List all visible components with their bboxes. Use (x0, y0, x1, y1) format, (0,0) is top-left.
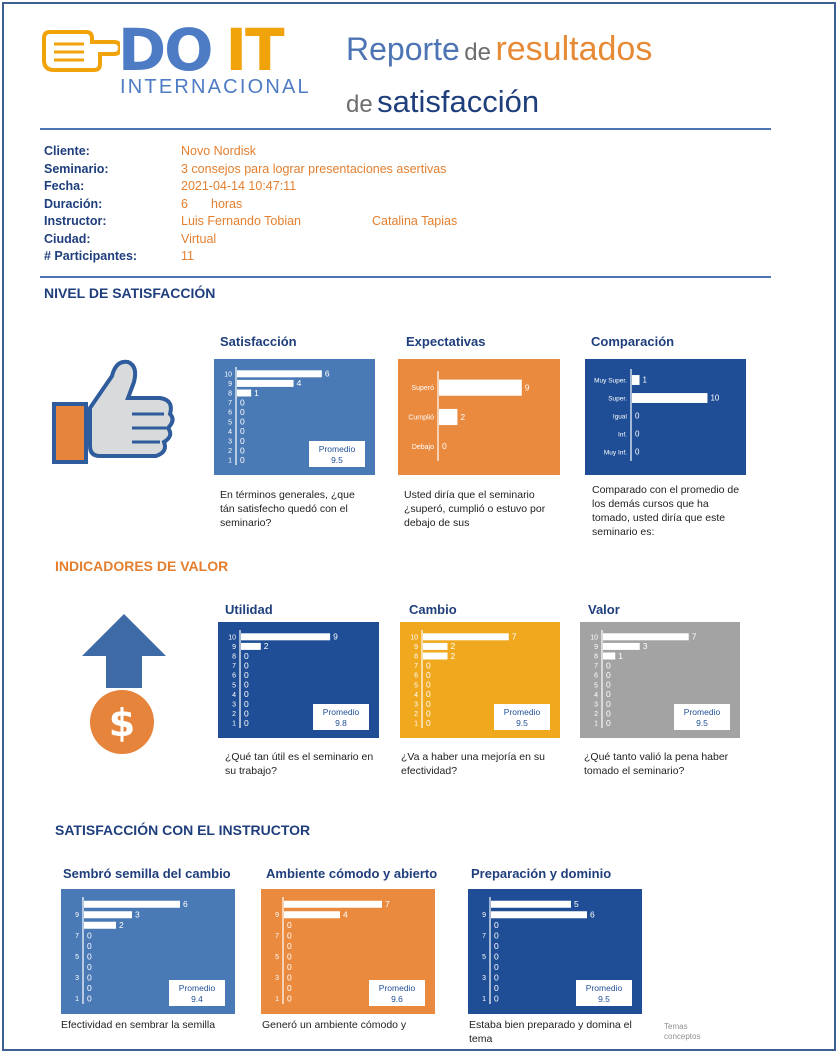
chart-svg-cambio (400, 622, 560, 738)
chart-valor (580, 622, 740, 738)
bar (491, 901, 571, 908)
tick-label: 2 (232, 711, 236, 719)
title-word-2: de (464, 39, 491, 66)
data-label: 2 (450, 641, 456, 652)
tick-label: Muy Inf. (603, 449, 627, 457)
data-label: 0 (244, 708, 249, 719)
tick-label: 7 (232, 663, 236, 671)
title-word-4: de (346, 91, 373, 118)
tick-label: Debajo (411, 443, 434, 451)
tick-label: 4 (594, 691, 598, 699)
chart-utilidad (218, 622, 379, 738)
chart-description-valor: ¿Qué tanto valió la pena haber tomado el seminario? (584, 751, 729, 777)
chart-title-ambiente: Ambiente cómodo y abierto (266, 866, 438, 881)
footnote-line: Temas (664, 1022, 688, 1031)
tick-label: 4 (228, 428, 232, 436)
data-label: 0 (606, 689, 611, 700)
tick-label: 4 (414, 691, 418, 699)
chart-svg-utilidad (218, 622, 379, 738)
info-label: # Participantes: (44, 249, 138, 263)
tick-label: 7 (75, 933, 79, 941)
data-label: 0 (426, 698, 431, 709)
data-label: 6 (590, 909, 595, 920)
section-title-instructor: SATISFACCIÓN CON EL INSTRUCTOR (55, 822, 311, 838)
title-word-3: resultados (495, 30, 653, 68)
chart-title-preparacion: Preparación y dominio (471, 866, 612, 881)
average-label: Promedio (178, 983, 216, 993)
tick-label: 1 (594, 720, 598, 728)
bar (603, 633, 689, 640)
chart-title-expectativas: Expectativas (406, 334, 486, 349)
data-label: 2 (460, 411, 466, 422)
data-label: 0 (244, 679, 249, 690)
data-label: 1 (254, 387, 259, 398)
chart-title-cambio: Cambio (409, 602, 457, 617)
data-label: 0 (494, 920, 499, 931)
data-label: 9 (524, 382, 530, 393)
tick-label: 5 (75, 954, 79, 962)
chart-semilla (61, 889, 235, 1014)
info-label: Fecha: (44, 179, 85, 193)
tick-label: 9 (594, 643, 598, 651)
tick-label: 10 (224, 371, 232, 379)
bar (423, 643, 448, 650)
tick-label: 9 (414, 643, 418, 651)
chart-svg-valor (580, 622, 740, 738)
tick-label: 6 (594, 672, 598, 680)
chart-cambio (400, 622, 560, 738)
company-logo (40, 16, 312, 102)
average-label: Promedio (378, 983, 416, 993)
info-label: Cliente: (44, 144, 90, 158)
data-label: 0 (244, 670, 249, 680)
data-label: 0 (240, 416, 245, 427)
tick-label: 6 (414, 672, 418, 680)
svg-text:$: $ (108, 701, 136, 745)
data-label: 0 (87, 983, 92, 994)
data-label: 0 (87, 930, 92, 941)
chart-svg-expectativas (398, 359, 560, 475)
bar (237, 370, 322, 377)
footnote-fragment (664, 1022, 700, 1042)
tick-label: 8 (594, 653, 598, 661)
bar (237, 390, 251, 397)
data-label: 2 (119, 920, 124, 931)
pointing-hand-icon (40, 24, 120, 74)
info-value: Luis Fernando Tobian (181, 214, 301, 228)
bar (241, 643, 261, 650)
data-label: 0 (240, 397, 245, 408)
logo-subtitle: INTERNACIONAL (120, 76, 311, 98)
data-label: 1 (618, 650, 623, 661)
average-label: Promedio (683, 707, 721, 717)
bar (439, 380, 522, 396)
report-title (346, 26, 766, 131)
data-label: 0 (426, 679, 431, 690)
average-value: 9.5 (598, 994, 610, 1004)
bar (603, 643, 640, 650)
bar (84, 901, 180, 908)
data-label: 0 (244, 650, 249, 661)
data-label: 0 (426, 689, 431, 700)
info-value: 3 consejos para lograr presentaciones asertivas (181, 161, 447, 176)
data-label: 0 (244, 689, 249, 700)
data-label: 0 (494, 941, 499, 952)
logo-word-do: DO (118, 16, 212, 84)
info-label: Ciudad: (44, 231, 91, 246)
bar (237, 380, 294, 387)
data-label: 6 (324, 368, 330, 379)
bar (84, 911, 132, 918)
tick-label: Igual (612, 413, 627, 421)
tick-label: Super. (608, 395, 627, 403)
bar (284, 901, 382, 908)
info-value: 6 (181, 196, 188, 211)
chart-description-preparacion: Estaba bien preparado y domina el tema (469, 1019, 632, 1045)
data-label: 3 (642, 641, 648, 652)
chart-svg-ambiente (261, 889, 435, 1014)
data-label: 5 (574, 899, 579, 910)
tick-label: 6 (232, 672, 236, 680)
logo-word-it: IT (225, 16, 283, 84)
data-label: 0 (287, 962, 292, 973)
tick-label: 7 (414, 663, 418, 671)
data-label: 0 (240, 445, 245, 456)
average-value: 9.8 (335, 718, 347, 728)
chart-title-utilidad: Utilidad (225, 602, 273, 617)
tick-label: 9 (232, 643, 236, 651)
chart-svg-semilla (61, 889, 235, 1014)
chart-ambiente (261, 889, 435, 1014)
tick-label: 4 (232, 691, 236, 699)
info-label: Seminario: (44, 161, 109, 176)
tick-label: 2 (228, 448, 232, 456)
average-label: Promedio (585, 983, 623, 993)
data-label: 0 (494, 983, 499, 994)
info-label: Instructor: (44, 214, 107, 228)
data-label: 0 (635, 447, 640, 457)
chart-expectativas (398, 359, 560, 475)
info-value-second: Catalina Tapias (372, 214, 458, 228)
chart-preparacion (468, 889, 642, 1014)
tick-label: 5 (275, 954, 279, 962)
chart-title-valor: Valor (588, 602, 620, 617)
data-label: 0 (635, 429, 640, 439)
chart-description-expectativas: Usted diría que el seminario ¿superó, cumplió o estuvo por debajo de sus (404, 489, 546, 529)
data-label: 0 (244, 660, 249, 671)
info-label: Duración: (44, 196, 103, 211)
tick-label: 1 (275, 996, 279, 1004)
chart-satisfaccion (214, 359, 375, 475)
data-label: 0 (287, 920, 292, 931)
average-label: Promedio (318, 444, 356, 454)
info-divider (40, 276, 771, 278)
data-label: 0 (494, 962, 499, 973)
data-label: 9 (333, 631, 338, 642)
data-label: 4 (296, 378, 302, 389)
chart-svg-satisfaccion (214, 359, 375, 475)
tick-label: 1 (232, 720, 236, 728)
data-label: 0 (426, 708, 431, 719)
tick-label: 7 (275, 933, 279, 941)
tick-label: 3 (228, 438, 232, 446)
tick-label: 3 (482, 975, 486, 983)
tick-label: 3 (275, 975, 279, 983)
chart-title-satisfaccion: Satisfacción (220, 334, 297, 349)
tick-label: 1 (482, 996, 486, 1004)
data-label: 10 (710, 393, 720, 403)
tick-label: 1 (414, 720, 418, 728)
tick-label: Cumplió (408, 414, 434, 422)
data-label: 1 (642, 375, 647, 385)
bar (439, 409, 457, 425)
data-label: 0 (494, 993, 499, 1004)
data-label: 0 (240, 455, 245, 465)
bar (423, 653, 448, 660)
data-label: 6 (183, 899, 188, 910)
section-title-value-indicators: INDICADORES DE VALOR (55, 558, 229, 574)
data-label: 0 (606, 708, 611, 719)
data-label: 0 (606, 718, 611, 728)
data-label: 7 (511, 631, 517, 642)
tick-label: 1 (75, 996, 79, 1004)
title-word-5: satisfacción (377, 84, 540, 119)
chart-svg-preparacion (468, 889, 642, 1014)
data-label: 0 (606, 660, 611, 671)
average-label: Promedio (503, 707, 541, 717)
average-label: Promedio (322, 707, 360, 717)
data-label: 7 (691, 631, 697, 642)
data-label: 0 (240, 426, 245, 437)
data-label: 0 (244, 698, 249, 709)
average-value: 9.5 (696, 718, 708, 728)
section-title-satisfaction: NIVEL DE SATISFACCIÓN (44, 285, 216, 301)
tick-label: 8 (228, 390, 232, 398)
bar (84, 922, 116, 929)
tick-label: 3 (232, 701, 236, 709)
data-label: 0 (287, 983, 292, 994)
data-label: 0 (442, 441, 447, 452)
data-label: 0 (494, 972, 499, 983)
average-value: 9.6 (391, 994, 403, 1004)
data-label: 3 (135, 909, 140, 920)
tick-label: 5 (594, 682, 598, 690)
tick-label: 8 (232, 653, 236, 661)
chart-description-comparacion: Comparado con el promedio de los demás cursos que ha tomado, usted diría que este seminario es: (592, 484, 740, 538)
chart-title-semilla: Sembró semilla del cambio (63, 866, 231, 881)
chart-description-semilla: Efectividad en sembrar la semilla (61, 1019, 216, 1031)
data-label: 0 (606, 679, 611, 690)
chart-description-ambiente: Generó un ambiente cómodo y (262, 1019, 407, 1031)
info-value: 11 (181, 249, 194, 263)
data-label: 0 (287, 951, 292, 962)
data-label: 0 (287, 930, 292, 941)
data-label: 0 (635, 411, 640, 421)
tick-label: 5 (414, 682, 418, 690)
bar (491, 911, 587, 918)
tick-label: 9 (482, 912, 486, 920)
tick-label: 2 (594, 711, 598, 719)
data-label: 0 (87, 941, 92, 952)
data-label: 0 (240, 407, 245, 417)
tick-label: 5 (232, 682, 236, 690)
money-arrow-icon (76, 612, 172, 762)
data-label: 0 (87, 993, 92, 1004)
bar (284, 911, 340, 918)
data-label: 0 (494, 951, 499, 962)
data-label: 2 (450, 650, 456, 661)
data-label: 0 (606, 698, 611, 709)
bar (632, 393, 707, 403)
data-label: 0 (426, 660, 431, 671)
chart-comparacion (585, 359, 746, 475)
tick-label: 9 (228, 380, 232, 388)
tick-label: 5 (228, 419, 232, 427)
tick-label: 1 (228, 457, 232, 465)
data-label: 0 (287, 941, 292, 952)
report-page (2, 2, 836, 1051)
average-value: 9.5 (331, 455, 343, 465)
tick-label: 3 (414, 701, 418, 709)
data-label: 4 (343, 909, 348, 920)
tick-label: 9 (275, 912, 279, 920)
data-label: 0 (494, 930, 499, 941)
data-label: 0 (244, 718, 249, 728)
info-value: 2021-04-14 10:47:11 (181, 179, 297, 193)
data-label: 0 (426, 670, 431, 680)
bar (241, 633, 330, 640)
average-value: 9.5 (516, 718, 528, 728)
tick-label: 2 (414, 711, 418, 719)
data-label: 0 (87, 951, 92, 962)
tick-label: Inf. (617, 431, 627, 439)
tick-label: 3 (594, 701, 598, 709)
tick-label: 10 (410, 634, 418, 642)
info-value: Novo Nordisk (181, 144, 257, 158)
header-divider (40, 128, 771, 130)
info-unit: horas (211, 196, 243, 211)
tick-label: 5 (482, 954, 486, 962)
logo-wordmark (118, 18, 283, 82)
tick-label: Superó (411, 385, 434, 393)
bar (423, 633, 509, 640)
footnote-line: conceptos (664, 1032, 701, 1041)
chart-svg-comparacion (585, 359, 746, 475)
chart-description-satisfaccion: En términos generales, ¿que tán satisfecho quedó con el seminario? (220, 489, 355, 529)
data-label: 0 (87, 962, 92, 973)
tick-label: 7 (594, 663, 598, 671)
chart-description-utilidad: ¿Qué tan útil es el seminario en su trabajo? (225, 751, 374, 777)
tick-label: 7 (482, 933, 486, 941)
data-label: 0 (426, 718, 431, 728)
tick-label: 7 (228, 400, 232, 408)
chart-description-cambio: ¿Va a haber una mejoría en su efectividad? (401, 751, 545, 777)
thumbs-up-icon (52, 356, 178, 466)
tick-label: 8 (414, 653, 418, 661)
tick-label: Muy Super. (594, 377, 627, 385)
bar (632, 375, 640, 385)
tick-label: 10 (228, 634, 236, 642)
info-value: Virtual (181, 231, 217, 246)
data-label: 0 (87, 972, 92, 983)
data-label: 0 (606, 670, 611, 680)
tick-label: 10 (590, 634, 598, 642)
bar (603, 653, 615, 660)
data-label: 2 (263, 641, 269, 652)
data-label: 0 (240, 435, 245, 446)
tick-label: 6 (228, 409, 232, 417)
data-label: 0 (287, 972, 292, 983)
tick-label: 3 (75, 975, 79, 983)
average-value: 9.4 (191, 994, 203, 1004)
data-label: 0 (287, 993, 292, 1004)
tick-label: 9 (75, 912, 79, 920)
title-word-1: Reporte (346, 31, 460, 67)
chart-title-comparacion: Comparación (591, 334, 675, 349)
data-label: 7 (385, 899, 390, 910)
